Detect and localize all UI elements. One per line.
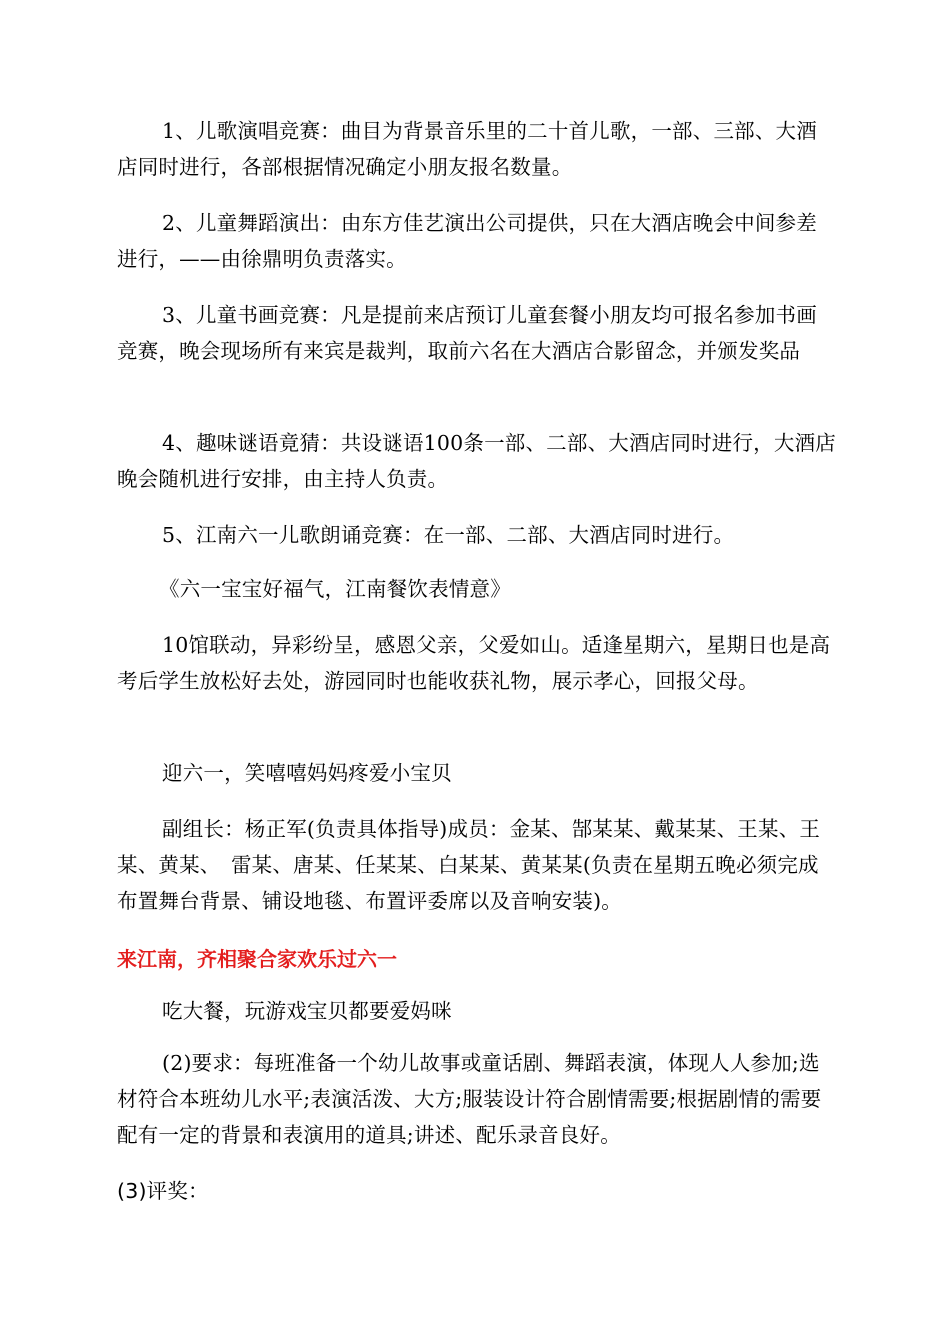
- paragraph-riddle-guessing: 4、趣味谜语竟猜：共设谜语100条一部、二部、大酒店同时进行，大酒店晚会随机进行安排，由主持人负责。: [117, 431, 836, 491]
- paragraph-nursery-rhyme-recital: 5、江南六一儿歌朗诵竞赛：在一部、二部、大酒店同时进行。: [162, 523, 735, 547]
- section-heading: 来江南，齐相聚合家欢乐过六一: [117, 947, 397, 971]
- paragraph-awards: (3)评奖：: [117, 1179, 209, 1203]
- paragraph-slogan-title: 《六一宝宝好福气，江南餐饮表情意》: [159, 577, 511, 601]
- paragraph-requirements: (2)要求：每班准备一个幼儿故事或童话剧、舞蹈表演，体现人人参加;选材符合本班幼儿水平;表演活泼、大方;服装设计符合剧情需要;根据剧情的需要配有一定的背景和表演用的道具;讲述、配乐录音良好。: [117, 1051, 822, 1147]
- paragraph-ten-venues: 10馆联动，异彩纷呈，感恩父亲，父爱如山。适逢星期六，星期日也是高考后学生放松好去处，游园同时也能收获礼物，展示孝心，回报父母。: [117, 633, 831, 693]
- paragraph-deputy-leader: 副组长：杨正军(负责具体指导)成员：金某、郜某某、戴某某、王某、王某、黄某、 雷某、唐某、任某某、白某某、黄某某(负责在星期五晚必须完成布置舞台背景、铺设地毯、布置评委席以及音响安装)。: [117, 817, 821, 913]
- paragraph-children-painting: 3、儿童书画竞赛：凡是提前来店预订儿童套餐小朋友均可报名参加书画竞赛，晚会现场所有来宾是裁判，取前六名在大酒店合影留念，并颁发奖品: [117, 303, 817, 363]
- paragraph-welcome-children-day: 迎六一，笑嘻嘻妈妈疼爱小宝贝: [162, 761, 452, 785]
- paragraph-children-dance: 2、儿童舞蹈演出：由东方佳艺演出公司提供，只在大酒店晚会中间参差进行，——由徐鼎明负责落实。: [117, 211, 817, 271]
- paragraph-children-song-contest: 1、儿歌演唱竞赛：曲目为背景音乐里的二十首儿歌，一部、三部、大酒店同时进行，各部根据情况确定小朋友报名数量。: [117, 119, 817, 179]
- paragraph-eat-and-play: 吃大餐，玩游戏宝贝都要爱妈咪: [162, 999, 452, 1023]
